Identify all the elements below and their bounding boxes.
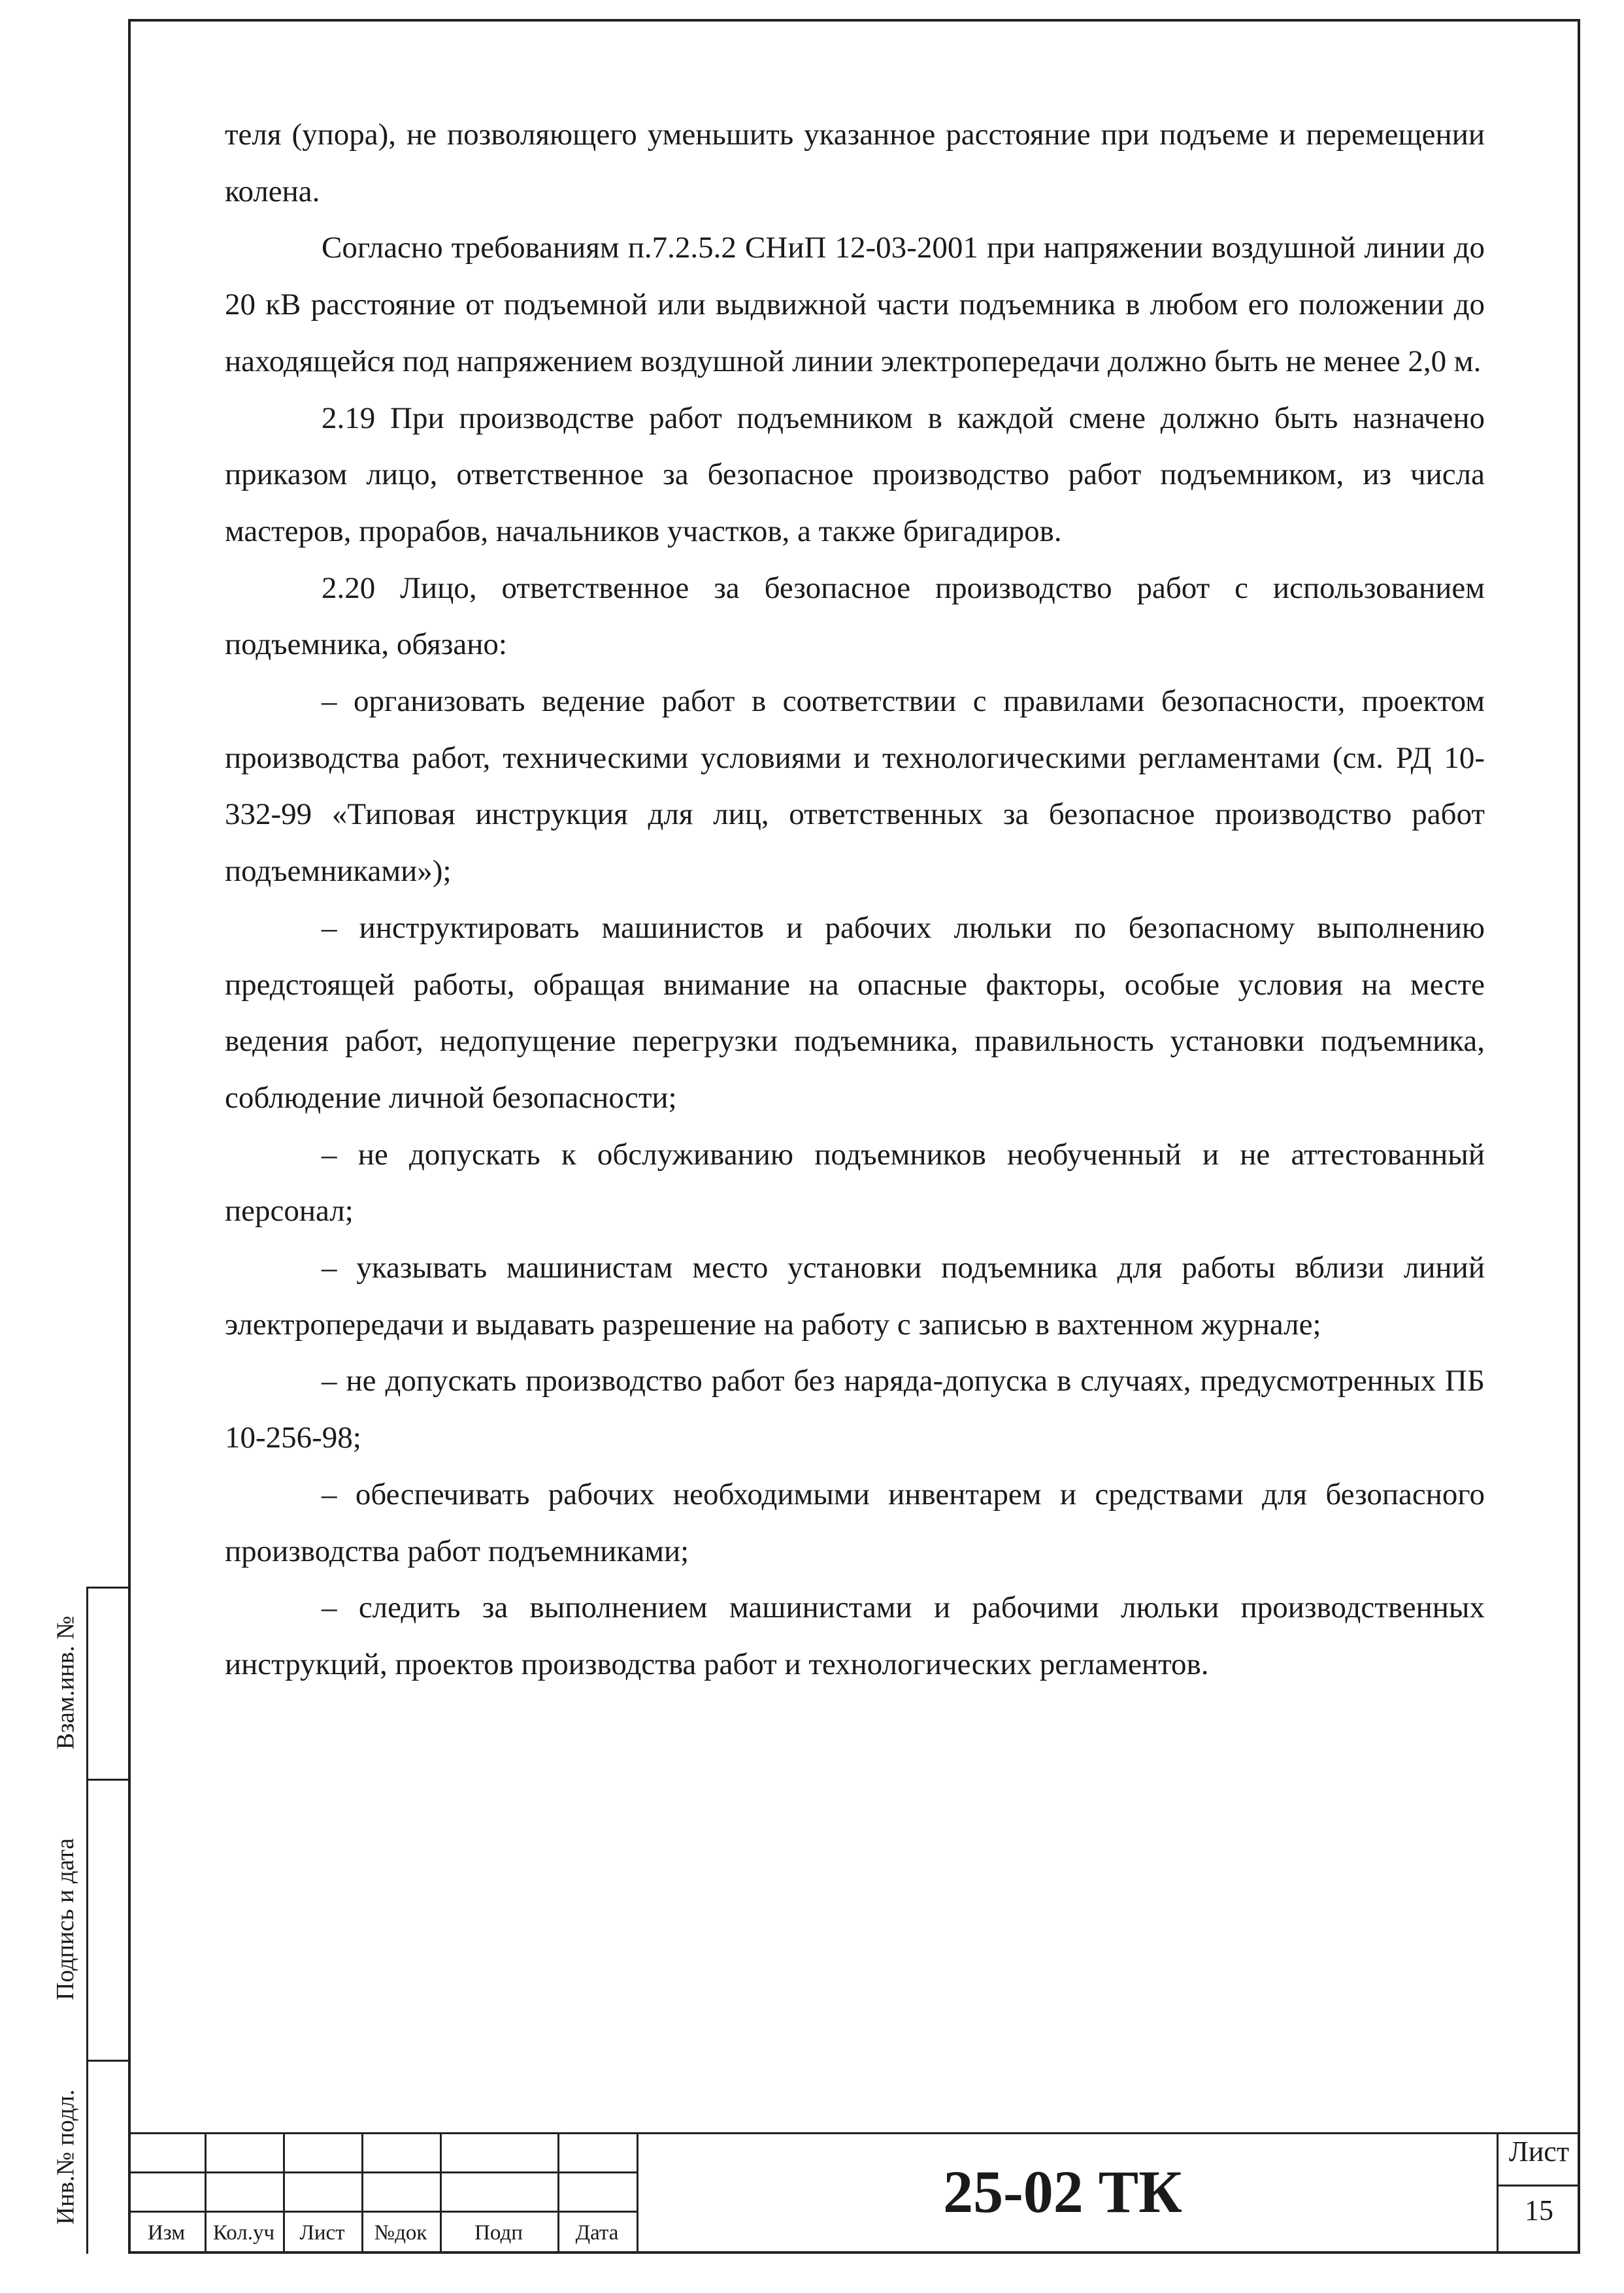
title-block-divider <box>1497 2185 1580 2186</box>
list-item: – не допускать производство работ без наряда-допуска в случаях, предусмотренных ПБ 10-256-98; <box>225 1364 1485 1455</box>
signature-date-label: Подпись и дата <box>52 1838 80 2001</box>
side-stamp-divider <box>86 1587 88 2254</box>
replacement-inventory-label: Взам.инв. № <box>52 1615 80 1750</box>
paragraph-2-20: 2.20 Лицо, ответственное за безопасное производство работ с использованием подъемника, обязано: <box>225 570 1485 662</box>
list-item: – указывать машинистам место установки подъемника для работы вблизи линий электропередачи и выдавать разрешение на работу с записью в вахтенном журнале; <box>225 1251 1485 1342</box>
title-block <box>128 2132 1580 2254</box>
column-izm: Изм <box>147 2221 186 2245</box>
sheet-label: Лист <box>1508 2136 1570 2168</box>
paragraph-2-19: 2.19 При производстве работ подъемником в каждой смене должно быть назначено приказом лицо, ответственное за безопасное производство работ подъемником, из числа мастеров, прорабов, начальников участков, а также бригадиров. <box>225 401 1485 548</box>
side-stamp-divider <box>86 1587 129 1589</box>
column-kol-uch: Кол.уч <box>212 2221 275 2245</box>
side-stamp-divider <box>86 1779 129 1781</box>
column-list: Лист <box>299 2221 345 2245</box>
sheet-number: 15 <box>1525 2194 1553 2226</box>
column-data: Дата <box>575 2221 619 2245</box>
side-stamp <box>39 1587 129 2254</box>
list-item: – следить за выполнением машинистами и рабочими люльки производственных инструкций, проектов производства работ и технологических регламентов. <box>225 1591 1485 1681</box>
column-ndok: №док <box>374 2221 427 2245</box>
side-stamp-divider <box>86 2060 129 2062</box>
list-item: – не допускать к обслуживанию подъемников необученный и не аттестованный персонал; <box>225 1137 1485 1229</box>
paragraph-continuation: теля (упора), не позволяющего уменьшить указанное расстояние при подъеме и перемещении колена. <box>225 118 1485 208</box>
list-item: – обеспечивать рабочих необходимыми инвентарем и средствами для безопасного производства работ подъемниками; <box>225 1477 1485 1568</box>
original-inventory-label: Инв.№ подл. <box>52 2088 80 2225</box>
document-code: 25-02 ТК <box>943 2158 1182 2225</box>
title-block-divider <box>128 2132 1580 2134</box>
paragraph-snip: Согласно требованиям п.7.2.5.2 СНиП 12-03-2001 при напряжении воздушной линии до 20 кВ расстояние от подъемной или выдвижной части подъемника в любом его положении до находящейся под напряжением воздушной линии электропередачи должно быть не менее 2,0 м. <box>225 231 1485 378</box>
document-body <box>225 107 1485 1693</box>
column-podp: Подп <box>474 2221 523 2245</box>
list-item: – организовать ведение работ в соответствии с правилами безопасности, проектом производства работ, техническими условиями и технологическими регламентами (см. РД 10-332-99 «Типовая инструкция для лиц, ответственных за безопасное производство работ подъемниками»); <box>225 684 1485 889</box>
list-item: – инструктировать машинистов и рабочих люльки по безопасному выполнению предстоящей работы, обращая внимание на опасные факторы, особые условия на месте ведения работ, недопущение перегрузки подъемника, правильность установки подъемника, соблюдение личной безопасности; <box>225 910 1485 1115</box>
